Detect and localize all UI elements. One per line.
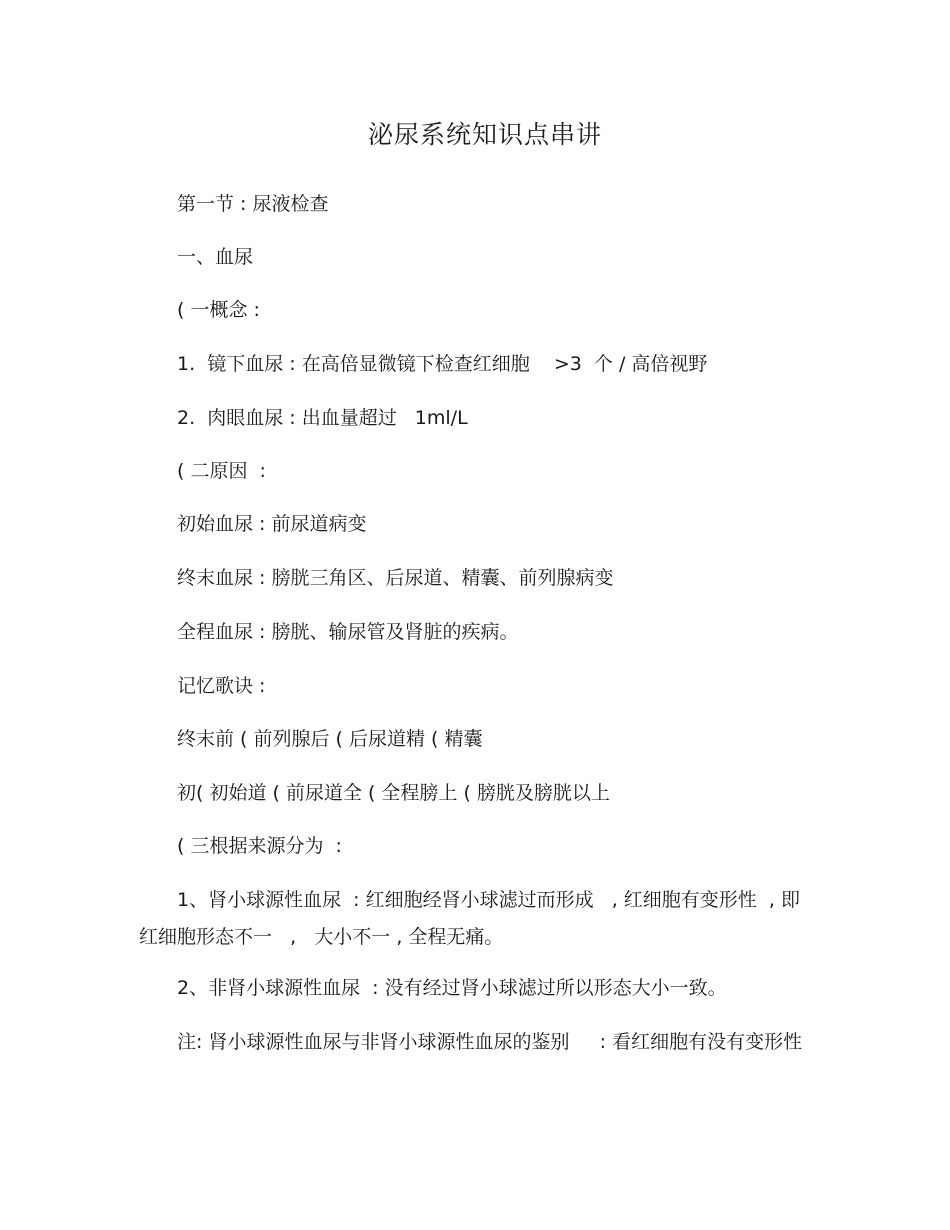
section-heading: 第一节 : 尿液检查	[177, 193, 329, 215]
text-line: 全程血尿 : 膀胱、输尿管及肾脏的疾病。	[177, 621, 519, 643]
subheading-concept: ( 一概念 :	[177, 299, 260, 321]
subheading-source: ( 三根据来源分为 :	[177, 835, 342, 857]
subheading-cause: ( 二原因 :	[177, 460, 266, 482]
text-line: 终末血尿 : 膀胱三角区、后尿道、精囊、前列腺病变	[177, 567, 614, 589]
paragraph: 1、肾小球源性血尿 : 红细胞经肾小球滤过而形成 , 红细胞有变形性 , 即红细胞形态不一 , 大小不一 , 全程无痛。	[139, 889, 800, 948]
paragraph: 2、非肾小球源性血尿 : 没有经过肾小球滤过所以形态大小一致。	[177, 977, 727, 999]
text-line: 初始血尿 : 前尿道病变	[177, 513, 367, 535]
text-line: 2. 肉眼血尿 : 出血量超过 1ml/L	[177, 407, 468, 429]
text-line: 终末前 ( 前列腺后 ( 后尿道精 ( 精囊	[177, 728, 483, 750]
text-line: 1. 镜下血尿 : 在高倍显微镜下检查红细胞 >3 个 / 高倍视野	[177, 353, 708, 375]
document-title: 泌尿系统知识点串讲	[367, 120, 602, 149]
text-line: 记忆歌诀 :	[177, 675, 266, 697]
subsection-heading: 一、血尿	[177, 246, 254, 268]
text-line: 初( 初始道 ( 前尿道全 ( 全程膀上 ( 膀胱及膀胱以上	[177, 782, 610, 804]
paragraph: 注: 肾小球源性血尿与非肾小球源性血尿的鉴别 : 看红细胞有没有变形性	[177, 1031, 803, 1053]
